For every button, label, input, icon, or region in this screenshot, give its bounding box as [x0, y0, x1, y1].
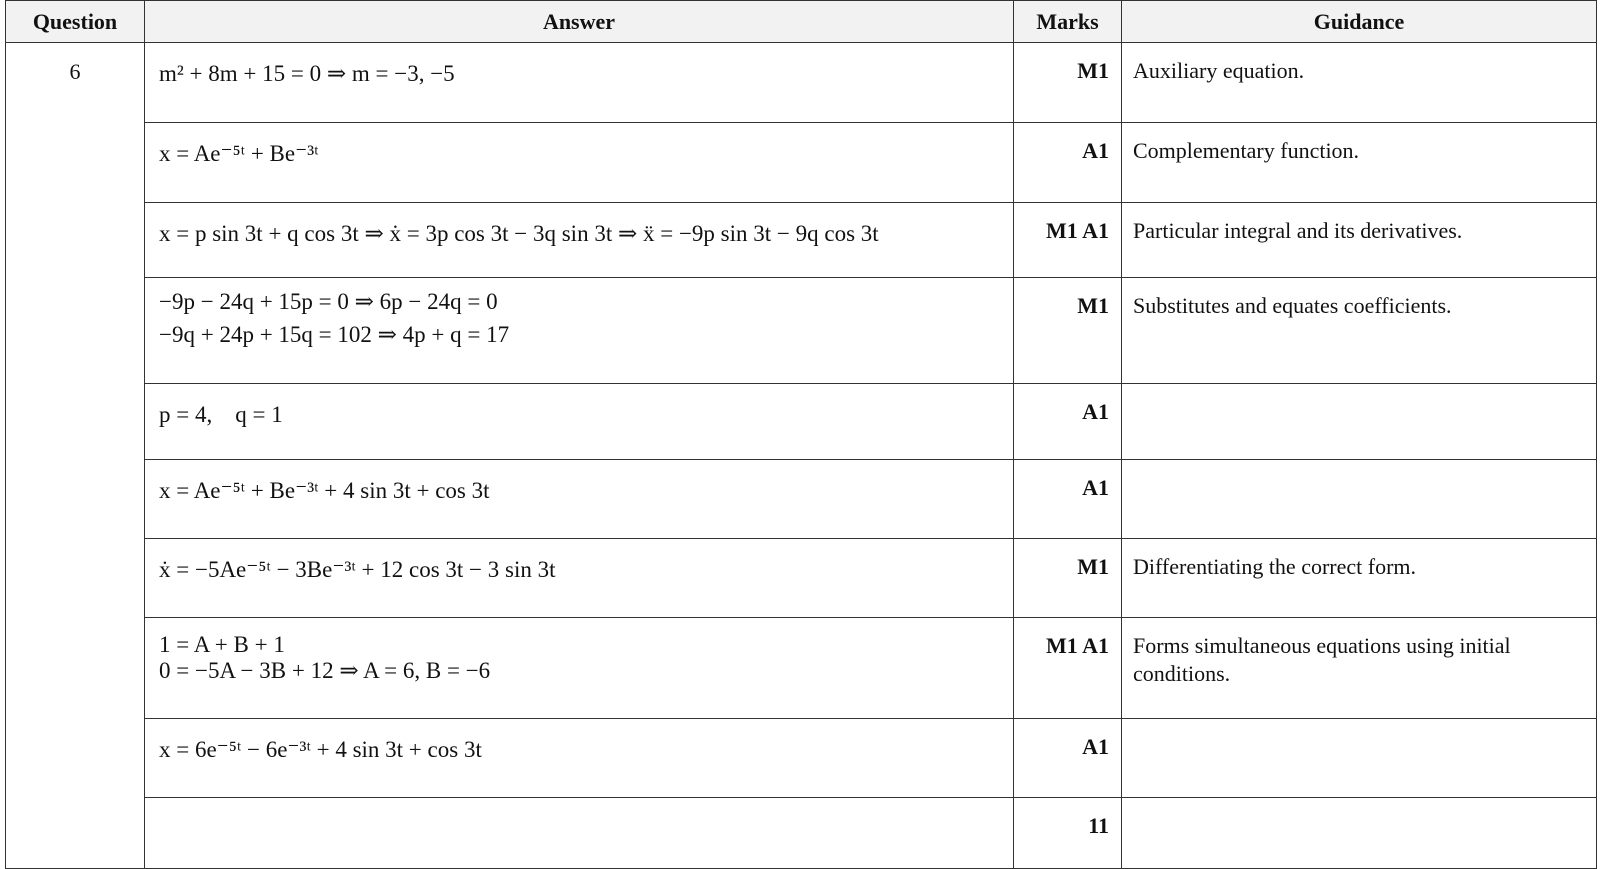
marks-cell: A1 — [1014, 123, 1122, 203]
marks-cell: M1 A1 — [1014, 203, 1122, 278]
guidance-cell: Substitutes and equates coefficients. — [1122, 278, 1597, 384]
answer-cell — [145, 539, 1014, 618]
marks-cell: M1 — [1014, 539, 1122, 618]
question-header: Question — [6, 1, 145, 43]
total-row — [6, 798, 1597, 869]
guidance-cell: Particular integral and its derivatives. — [1122, 203, 1597, 278]
answer-line: x = 6e⁻⁵ᵗ − 6e⁻³ᵗ + 4 sin 3t + cos 3t — [159, 737, 482, 762]
guidance-cell — [1122, 719, 1597, 798]
answer-cell — [145, 203, 1014, 278]
guidance-cell: Differentiating the correct form. — [1122, 539, 1597, 618]
table-row — [6, 719, 1597, 798]
guidance-cell — [1122, 460, 1597, 539]
table-row — [6, 278, 1597, 384]
answer-line: 1 = A + B + 1 — [159, 632, 285, 657]
table-row — [6, 384, 1597, 460]
marks-cell: M1 — [1014, 43, 1122, 123]
answer-line: −9p − 24q + 15p = 0 ⇒ 6p − 24q = 0 — [159, 289, 498, 314]
guidance-header: Guidance — [1122, 1, 1597, 43]
question-number: 6 — [6, 43, 145, 869]
answer-cell — [145, 719, 1014, 798]
header-row — [6, 1, 1597, 43]
guidance-cell — [1122, 618, 1597, 719]
marks-cell: A1 — [1014, 719, 1122, 798]
guidance-cell — [1122, 798, 1597, 869]
answer-line: x = p sin 3t + q cos 3t ⇒ ẋ = 3p cos 3t − 3q sin 3t ⇒ ẍ = −9p sin 3t − 9q cos 3t — [159, 221, 879, 246]
mark-scheme-table — [5, 0, 1597, 869]
answer-cell — [145, 798, 1014, 869]
guidance-cell: Complementary function. — [1122, 123, 1597, 203]
table-row — [6, 43, 1597, 123]
answer-line: p = 4, q = 1 — [159, 402, 283, 427]
answer-cell — [145, 460, 1014, 539]
table-row — [6, 203, 1597, 278]
answer-line: ẋ = −5Ae⁻⁵ᵗ − 3Be⁻³ᵗ + 12 cos 3t − 3 sin 3t — [159, 557, 556, 582]
table-row — [6, 460, 1597, 539]
answer-line: x = Ae⁻⁵ᵗ + Be⁻³ᵗ — [159, 141, 319, 166]
answer-line: x = Ae⁻⁵ᵗ + Be⁻³ᵗ + 4 sin 3t + cos 3t — [159, 478, 490, 503]
answer-line: −9q + 24p + 15q = 102 ⇒ 4p + q = 17 — [159, 322, 510, 347]
marks-cell: A1 — [1014, 460, 1122, 539]
answer-cell — [145, 123, 1014, 203]
marks-cell: M1 A1 — [1014, 618, 1122, 719]
answer-cell — [145, 278, 1014, 384]
table-row — [6, 123, 1597, 203]
guidance-cell — [1122, 384, 1597, 460]
table-row — [6, 618, 1597, 719]
answer-cell — [145, 618, 1014, 719]
answer-cell — [145, 384, 1014, 460]
marks-cell: M1 — [1014, 278, 1122, 384]
guidance-text: Forms simultaneous equations using initial conditions. — [1133, 633, 1511, 686]
total-marks-cell: 11 — [1014, 798, 1122, 869]
answer-header: Answer — [145, 1, 1014, 43]
marks-header: Marks — [1014, 1, 1122, 43]
answer-cell — [145, 43, 1014, 123]
answer-line: m² + 8m + 15 = 0 ⇒ m = −3, −5 — [159, 61, 455, 86]
table-row — [6, 539, 1597, 618]
marks-cell: A1 — [1014, 384, 1122, 460]
answer-line: 0 = −5A − 3B + 12 ⇒ A = 6, B = −6 — [159, 658, 491, 683]
guidance-cell: Auxiliary equation. — [1122, 43, 1597, 123]
